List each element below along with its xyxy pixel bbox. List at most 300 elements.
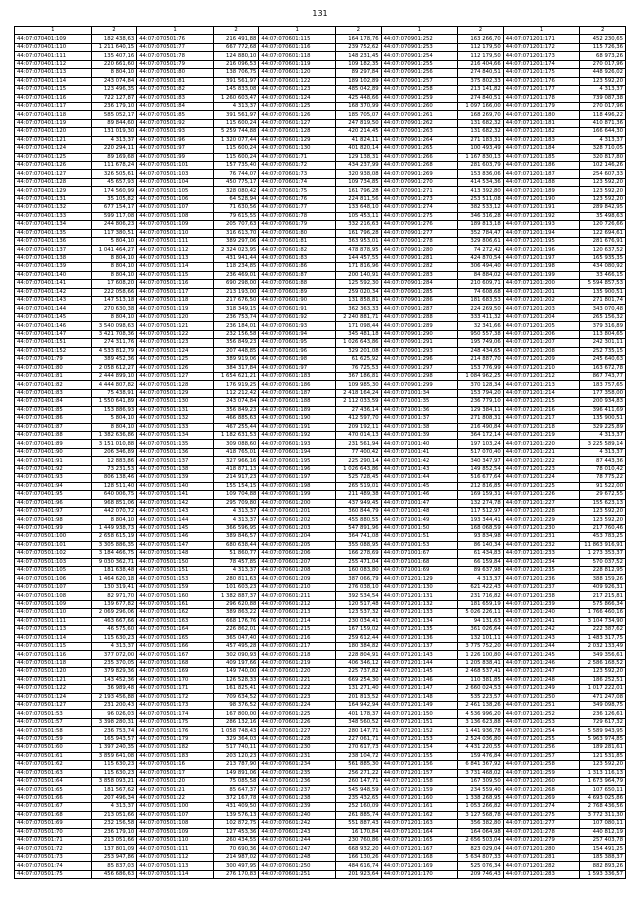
- cadastral-number-cell: 44:07:071001:46: [381, 491, 458, 499]
- cadastral-number-cell: 44:07:070501:170: [137, 676, 214, 684]
- table-row: [15, 339, 626, 347]
- cadastral-number-cell: 44:07:070501:84: [137, 102, 214, 110]
- cadastral-value-cell: 882 893,26: [580, 862, 626, 870]
- cadastral-number-cell: 44:07:071001:53: [381, 541, 458, 549]
- cadastral-number-cell: 44:07:071201:147: [381, 685, 458, 693]
- cadastral-value-cell: 85 647,37: [213, 786, 259, 794]
- cadastral-number-cell: 44:07:070401:114: [15, 77, 92, 85]
- cadastral-value-cell: 161 796,28: [336, 229, 382, 237]
- table-row: [15, 271, 626, 279]
- cadastral-value-cell: 1 058 748,43: [213, 727, 259, 735]
- cadastral-value-cell: 485 042,89: [336, 86, 382, 94]
- cadastral-value-cell: 243 074,84: [91, 77, 137, 85]
- cadastral-number-cell: 44:07:071001:37: [381, 415, 458, 423]
- cadastral-value-cell: 224 269,50: [458, 305, 504, 313]
- cadastral-number-cell: 44:07:070601:97: [259, 364, 336, 372]
- cadastral-number-cell: 44:07:070601:250: [259, 862, 336, 870]
- cadastral-number-cell: 44:07:071201:179: [503, 102, 580, 110]
- cadastral-value-cell: 174 560,99: [91, 187, 137, 195]
- cadastral-value-cell: 181 683,53: [458, 297, 504, 305]
- cadastral-number-cell: 44:07:070901:269: [381, 170, 458, 178]
- cadastral-value-cell: 107 650,11: [580, 786, 626, 794]
- cadastral-number-cell: 44:07:070501:106: [137, 195, 214, 203]
- cadastral-number-cell: 44:07:070501:121: [137, 322, 214, 330]
- cadastral-number-cell: 44:07:070501:127: [137, 372, 214, 380]
- cadastral-value-cell: 227 061,71: [336, 735, 382, 743]
- cadastral-number-cell: 44:07:070901:283: [381, 271, 458, 279]
- cadastral-value-cell: 51 860,77: [213, 550, 259, 558]
- cadastral-value-cell: 463 667,66: [91, 617, 137, 625]
- table-row: [15, 221, 626, 229]
- cadastral-number-cell: 44:07:070901:262: [381, 119, 458, 127]
- cadastral-number-cell: 44:07:071201:151: [381, 718, 458, 726]
- cadastral-value-cell: 867 743,77: [580, 372, 626, 380]
- cadastral-number-cell: 44:07:070601:80: [259, 229, 336, 237]
- cadastral-value-cell: 135 407,16: [91, 52, 137, 60]
- cadastral-number-cell: 44:07:071201:174: [503, 60, 580, 68]
- cadastral-value-cell: 64 528,94: [213, 195, 259, 203]
- cadastral-value-cell: 3 775 752,20: [458, 642, 504, 650]
- cadastral-value-cell: 431 941,44: [213, 254, 259, 262]
- table-row: [15, 372, 626, 380]
- cadastral-value-cell: 245 640,63: [580, 356, 626, 364]
- cadastral-value-cell: 183 757,65: [580, 381, 626, 389]
- cadastral-number-cell: 44:07:070401:146: [15, 322, 92, 330]
- cadastral-value-cell: 517 740,11: [213, 744, 259, 752]
- cadastral-value-cell: 189 102,89: [336, 77, 382, 85]
- table-row: [15, 837, 626, 845]
- table-row: [15, 288, 626, 296]
- cadastral-number-cell: 44:07:070601:74: [259, 178, 336, 186]
- cadastral-number-cell: 44:07:070901:253: [381, 43, 458, 51]
- cadastral-value-cell: 346 316,28: [458, 212, 504, 220]
- cadastral-value-cell: 186 252,51: [580, 676, 626, 684]
- cadastral-number-cell: 44:07:070901:281: [381, 254, 458, 262]
- cadastral-number-cell: 44:07:070401:111: [15, 52, 92, 60]
- cadastral-number-cell: 44:07:070501:58: [15, 727, 92, 735]
- cadastral-value-cell: 414 534,36: [458, 178, 504, 186]
- table-row: [15, 35, 626, 43]
- cadastral-value-cell: 424 870,54: [458, 254, 504, 262]
- cadastral-number-cell: 44:07:070601:81: [259, 237, 336, 245]
- table-row: [15, 162, 626, 170]
- cadastral-number-cell: 44:07:071201:149: [381, 702, 458, 710]
- cadastral-value-cell: 220 294,11: [91, 145, 137, 153]
- cadastral-value-cell: 96 026,03: [91, 710, 137, 718]
- cadastral-value-cell: 271 183,31: [458, 136, 504, 144]
- cadastral-number-cell: 44:07:071201:229: [503, 516, 580, 524]
- cadastral-number-cell: 44:07:071201:209: [503, 356, 580, 364]
- cadastral-number-cell: 44:07:070401:120: [15, 128, 92, 136]
- cadastral-value-cell: 379 829,36: [91, 668, 137, 676]
- table-row: [15, 541, 626, 549]
- cadastral-value-cell: 364 172,14: [458, 432, 504, 440]
- cadastral-number-cell: 44:07:071201:278: [503, 828, 580, 836]
- cadastral-number-cell: 44:07:070501:93: [137, 128, 214, 136]
- cadastral-value-cell: 203 120,23: [213, 752, 259, 760]
- table-row: [15, 280, 626, 288]
- cadastral-number-cell: 44:07:070401:124: [15, 145, 92, 153]
- table-row: [15, 567, 626, 575]
- cadastral-value-cell: 145 833,08: [213, 86, 259, 94]
- cadastral-value-cell: 230 034,41: [336, 617, 382, 625]
- cadastral-value-cell: 131 271,40: [336, 685, 382, 693]
- cadastral-value-cell: 668 176,76: [213, 617, 259, 625]
- cadastral-value-cell: 135 900,51: [580, 288, 626, 296]
- cadastral-value-cell: 5 259 744,88: [213, 128, 259, 136]
- cadastral-value-cell: 207 496,34: [91, 794, 137, 802]
- table-row: [15, 710, 626, 718]
- cadastral-value-cell: 2 193 456,88: [91, 693, 137, 701]
- cadastral-value-cell: 167 800,00: [213, 710, 259, 718]
- cadastral-value-cell: 213 787,90: [213, 761, 259, 769]
- table-row: [15, 769, 626, 777]
- cadastral-number-cell: 44:07:070901:284: [381, 280, 458, 288]
- cadastral-number-cell: 44:07:070601:227: [259, 727, 336, 735]
- cadastral-number-cell: 44:07:070401:119: [15, 119, 92, 127]
- cadastral-number-cell: 44:07:070901:268: [381, 162, 458, 170]
- cadastral-value-cell: 382 533,12: [458, 204, 504, 212]
- cadastral-value-cell: 260 147,71: [336, 777, 382, 785]
- cadastral-value-cell: 379 316,89: [580, 322, 626, 330]
- cadastral-value-cell: 180 384,82: [336, 642, 382, 650]
- cadastral-number-cell: 44:07:070601:195: [259, 457, 336, 465]
- cadastral-value-cell: 209 746,43: [458, 870, 504, 878]
- cadastral-value-cell: 3 421 708,36: [91, 330, 137, 338]
- table-row: [15, 187, 626, 195]
- table-row: [15, 457, 626, 465]
- cadastral-value-cell: 123 496,35: [91, 86, 137, 94]
- cadastral-number-cell: 44:07:071201:194: [503, 229, 580, 237]
- cadastral-number-cell: 44:07:071201:233: [503, 550, 580, 558]
- column-header-number: 1: [503, 27, 580, 35]
- cadastral-value-cell: 372 167,78: [213, 794, 259, 802]
- cadastral-number-cell: 44:07:070401:99: [15, 524, 92, 532]
- cadastral-value-cell: 123 592,20: [580, 668, 626, 676]
- cadastral-value-cell: 366 596,95: [213, 524, 259, 532]
- cadastral-number-cell: 44:07:070601:213: [259, 609, 336, 617]
- cadastral-number-cell: 44:07:071201:256: [503, 744, 580, 752]
- cadastral-number-cell: 44:07:071201:146: [381, 676, 458, 684]
- cadastral-number-cell: 44:07:070601:217: [259, 642, 336, 650]
- cadastral-number-cell: 44:07:070401:141: [15, 280, 92, 288]
- cadastral-number-cell: 44:07:071201:280: [503, 845, 580, 853]
- cadastral-number-cell: 44:07:070601:183: [259, 372, 336, 380]
- cadastral-number-cell: 44:07:071201:279: [503, 837, 580, 845]
- cadastral-value-cell: 389 863,22: [213, 609, 259, 617]
- cadastral-value-cell: 4 313,37: [213, 102, 259, 110]
- cadastral-number-cell: 44:07:071201:163: [381, 820, 458, 828]
- cadastral-value-cell: 452 230,65: [580, 35, 626, 43]
- cadastral-number-cell: 44:07:070601:193: [259, 440, 336, 448]
- cadastral-number-cell: 44:07:071201:228: [503, 507, 580, 515]
- cadastral-value-cell: 4 313,37: [580, 432, 626, 440]
- cadastral-number-cell: 44:07:070401:110: [15, 43, 92, 51]
- cadastral-value-cell: 8 804,10: [91, 263, 137, 271]
- cadastral-value-cell: 231 200,43: [91, 702, 137, 710]
- cadastral-value-cell: 167 309,50: [458, 777, 504, 785]
- cadastral-number-cell: 44:07:071201:202: [503, 297, 580, 305]
- table-row: [15, 600, 626, 608]
- cadastral-number-cell: 44:07:070401:152: [15, 347, 92, 355]
- cadastral-value-cell: 2 418 164,24: [336, 389, 382, 397]
- cadastral-value-cell: 1 320 077,44: [213, 136, 259, 144]
- cadastral-value-cell: 1 167 830,13: [458, 153, 504, 161]
- cadastral-value-cell: 4 431 220,55: [458, 744, 504, 752]
- cadastral-value-cell: 668 932,20: [336, 845, 382, 853]
- cadastral-value-cell: 276 170,83: [213, 870, 259, 878]
- cadastral-value-cell: 231 716,82: [458, 592, 504, 600]
- cadastral-number-cell: 44:07:070601:251: [259, 870, 336, 878]
- cadastral-number-cell: 44:07:070501:16: [137, 761, 214, 769]
- cadastral-number-cell: 44:07:071201:225: [503, 482, 580, 490]
- cadastral-value-cell: 729 617,32: [580, 718, 626, 726]
- cadastral-number-cell: 44:07:070501:161: [137, 600, 214, 608]
- cadastral-number-cell: 44:07:070901:298: [381, 372, 458, 380]
- cadastral-number-cell: 44:07:070401:127: [15, 170, 92, 178]
- cadastral-value-cell: 3 104 734,90: [580, 617, 626, 625]
- cadastral-number-cell: 44:07:070401:87: [15, 423, 92, 431]
- cadastral-value-cell: 2 468 537,41: [458, 668, 504, 676]
- cadastral-number-cell: 44:07:070501:96: [137, 136, 214, 144]
- cadastral-number-cell: 44:07:070601:239: [259, 803, 336, 811]
- cadastral-number-cell: 44:07:071201:171: [503, 35, 580, 43]
- cadastral-number-cell: 44:07:070601:215: [259, 626, 336, 634]
- cadastral-number-cell: 44:07:071201:257: [503, 752, 580, 760]
- cadastral-value-cell: 1 260 603,47: [213, 94, 259, 102]
- cadastral-number-cell: 44:07:070601:127: [259, 119, 336, 127]
- table-row: [15, 862, 626, 870]
- cadastral-number-cell: 44:07:070901:275: [381, 212, 458, 220]
- cadastral-value-cell: 213 051,66: [91, 837, 137, 845]
- cadastral-number-cell: 44:07:070501:69: [15, 820, 92, 828]
- cadastral-number-cell: 44:07:070501:174: [137, 710, 214, 718]
- cadastral-number-cell: 44:07:070501:21: [137, 786, 214, 794]
- cadastral-number-cell: 44:07:070901:266: [381, 153, 458, 161]
- cadastral-number-cell: 44:07:070501:117: [137, 288, 214, 296]
- cadastral-value-cell: 82 971,70: [91, 592, 137, 600]
- cadastral-number-cell: 44:07:070601:96: [259, 347, 336, 355]
- cadastral-value-cell: 216 490,84: [458, 423, 504, 431]
- cadastral-value-cell: 32 341,66: [458, 322, 504, 330]
- cadastral-value-cell: 409 197,66: [213, 659, 259, 667]
- cadastral-value-cell: 4 693 025,86: [580, 794, 626, 802]
- cadastral-value-cell: 89 169,68: [91, 153, 137, 161]
- cadastral-number-cell: 44:07:070501:111: [137, 845, 214, 853]
- cadastral-number-cell: 44:07:071201:216: [503, 406, 580, 414]
- cadastral-value-cell: 123 592,20: [580, 195, 626, 203]
- cadastral-value-cell: 470 014,13: [336, 432, 382, 440]
- cadastral-value-cell: 281 603,79: [458, 162, 504, 170]
- page-number: 131: [312, 9, 328, 18]
- table-row: [15, 111, 626, 119]
- table-row: [15, 178, 626, 186]
- cadastral-value-cell: 599 117,08: [91, 212, 137, 220]
- cadastral-number-cell: 44:07:070601:130: [259, 145, 336, 153]
- cadastral-value-cell: 1 273 353,37: [580, 550, 626, 558]
- cadastral-number-cell: 44:07:070401:116: [15, 94, 92, 102]
- cadastral-value-cell: 117 380,51: [91, 229, 137, 237]
- cadastral-value-cell: 123 592,20: [580, 77, 626, 85]
- cadastral-number-cell: 44:07:070401:126: [15, 162, 92, 170]
- table-row: [15, 60, 626, 68]
- table-row: [15, 828, 626, 836]
- cadastral-value-cell: 327 966,16: [213, 457, 259, 465]
- cadastral-number-cell: 44:07:070501:101: [15, 541, 92, 549]
- cadastral-number-cell: 44:07:071201:222: [503, 457, 580, 465]
- cadastral-number-cell: 44:07:070401:91: [15, 457, 92, 465]
- cadastral-value-cell: 78 457,85: [213, 558, 259, 566]
- cadastral-number-cell: 44:07:071201:193: [503, 221, 580, 229]
- cadastral-value-cell: 111 678,24: [91, 162, 137, 170]
- cadastral-number-cell: 44:07:071201:145: [381, 668, 458, 676]
- table-row: [15, 145, 626, 153]
- cadastral-number-cell: 44:07:070601:200: [259, 499, 336, 507]
- cadastral-number-cell: 44:07:070901:291: [381, 339, 458, 347]
- cadastral-value-cell: 356 849,23: [213, 339, 259, 347]
- cadastral-number-cell: 44:07:070601:79: [259, 221, 336, 229]
- cadastral-number-cell: 44:07:071201:245: [503, 651, 580, 659]
- cadastral-number-cell: 44:07:071201:133: [381, 609, 458, 617]
- cadastral-number-cell: 44:07:071201:205: [503, 322, 580, 330]
- cadastral-number-cell: 44:07:070601:77: [259, 204, 336, 212]
- cadastral-number-cell: 44:07:071201:183: [503, 136, 580, 144]
- table-row: [15, 853, 626, 861]
- cadastral-value-cell: 157 735,40: [213, 162, 259, 170]
- cadastral-number-cell: 44:07:070501:111: [137, 237, 214, 245]
- cadastral-number-cell: 44:07:070501:169: [137, 668, 214, 676]
- cadastral-value-cell: 17 608,20: [91, 280, 137, 288]
- cadastral-value-cell: 169 159,31: [458, 491, 504, 499]
- cadastral-number-cell: 44:07:070601:199: [259, 491, 336, 499]
- cadastral-value-cell: 389 919,06: [213, 356, 259, 364]
- cadastral-value-cell: 4 313,37: [580, 86, 626, 94]
- cadastral-value-cell: 274 840,51: [458, 94, 504, 102]
- cadastral-number-cell: 44:07:070901:270: [381, 178, 458, 186]
- cadastral-number-cell: 44:07:070501:103: [137, 170, 214, 178]
- cadastral-value-cell: 129 138,31: [336, 153, 382, 161]
- cadastral-value-cell: 261 885,74: [336, 811, 382, 819]
- cadastral-value-cell: 1 053 266,82: [458, 803, 504, 811]
- cadastral-number-cell: 44:07:071201:230: [503, 524, 580, 532]
- cadastral-number-cell: 44:07:071201:153: [381, 735, 458, 743]
- cadastral-number-cell: 44:07:071001:36: [381, 406, 458, 414]
- cadastral-value-cell: 6 841 367,92: [458, 761, 504, 769]
- cadastral-value-cell: 76 744,07: [213, 170, 259, 178]
- cadastral-value-cell: 236 179,10: [91, 102, 137, 110]
- cadastral-value-cell: 236 184,01: [213, 322, 259, 330]
- cadastral-value-cell: 276 038,10: [336, 583, 382, 591]
- cadastral-number-cell: 44:07:070501:134: [137, 432, 214, 440]
- cadastral-value-cell: 271 801,74: [580, 297, 626, 305]
- cadastral-value-cell: 4 313,37: [91, 136, 137, 144]
- cadastral-value-cell: 123 537,32: [336, 609, 382, 617]
- cadastral-value-cell: 78 010,42: [580, 465, 626, 473]
- cadastral-number-cell: 44:07:070501:115: [15, 642, 92, 650]
- cadastral-value-cell: 115 600,24: [213, 119, 259, 127]
- cadastral-value-cell: 87 443,36: [580, 457, 626, 465]
- cadastral-number-cell: 44:07:070401:131: [15, 195, 92, 203]
- cadastral-number-cell: 44:07:070501:130: [137, 398, 214, 406]
- cadastral-value-cell: 236 753,74: [91, 727, 137, 735]
- cadastral-value-cell: 418 871,13: [213, 465, 259, 473]
- cadastral-value-cell: 2 660 024,53: [458, 685, 504, 693]
- cadastral-number-cell: 44:07:071201:195: [503, 237, 580, 245]
- cadastral-number-cell: 44:07:071201:255: [503, 735, 580, 743]
- cadastral-value-cell: 120 637,52: [580, 246, 626, 254]
- cadastral-number-cell: 44:07:071001:41: [381, 448, 458, 456]
- cadastral-value-cell: 155 623,13: [580, 499, 626, 507]
- cadastral-number-cell: 44:07:070501:137: [137, 457, 214, 465]
- cadastral-value-cell: 329 364,03: [213, 735, 259, 743]
- cadastral-number-cell: 44:07:070601:231: [259, 752, 336, 760]
- cadastral-value-cell: 437 949,45: [336, 499, 382, 507]
- cadastral-value-cell: 2 324 023,95: [213, 246, 259, 254]
- cadastral-number-cell: 44:07:070601:222: [259, 685, 336, 693]
- cadastral-number-cell: 44:07:070401:138: [15, 254, 92, 262]
- cadastral-number-cell: 44:07:070501:78: [137, 52, 214, 60]
- cadastral-number-cell: 44:07:070501:124: [137, 347, 214, 355]
- cadastral-number-cell: 44:07:070401:142: [15, 288, 92, 296]
- cadastral-value-cell: 115 630,23: [91, 634, 137, 642]
- cadastral-value-cell: 296 620,88: [213, 600, 259, 608]
- cadastral-number-cell: 44:07:070501:120: [137, 313, 214, 321]
- cadastral-number-cell: 44:07:071201:244: [503, 642, 580, 650]
- cadastral-value-cell: 389 297,06: [213, 237, 259, 245]
- cadastral-value-cell: 3 859 641,08: [91, 752, 137, 760]
- cadastral-value-cell: 2 058 612,27: [91, 364, 137, 372]
- cadastral-number-cell: 44:07:070601:226: [259, 718, 336, 726]
- cadastral-value-cell: 132 101,11: [458, 634, 504, 642]
- cadastral-value-cell: 396 411,69: [580, 406, 626, 414]
- cadastral-number-cell: 44:07:071001:39: [381, 432, 458, 440]
- cadastral-value-cell: 340 347,97: [458, 457, 504, 465]
- cadastral-value-cell: 434 237,99: [336, 162, 382, 170]
- cadastral-number-cell: 44:07:070501:183: [137, 752, 214, 760]
- cadastral-value-cell: 525 076,34: [458, 862, 504, 870]
- cadastral-value-cell: 680 638,44: [213, 541, 259, 549]
- cadastral-value-cell: 1 654 621,21: [213, 372, 259, 380]
- cadastral-number-cell: 44:07:071201:200: [503, 280, 580, 288]
- cadastral-value-cell: 345 481,18: [336, 330, 382, 338]
- cadastral-value-cell: 410 871,36: [580, 119, 626, 127]
- cadastral-value-cell: 2 524 036,80: [458, 735, 504, 743]
- cadastral-number-cell: 44:07:070401:139: [15, 263, 92, 271]
- cadastral-value-cell: 739 087,38: [580, 94, 626, 102]
- cadastral-number-cell: 44:07:070501:123: [137, 339, 214, 347]
- table-row: [15, 313, 626, 321]
- cadastral-number-cell: 44:07:070601:230: [259, 744, 336, 752]
- cadastral-number-cell: 44:07:070501:146: [137, 533, 214, 541]
- table-row: [15, 676, 626, 684]
- cadastral-number-cell: 44:07:071201:259: [503, 769, 580, 777]
- cadastral-number-cell: 44:07:070601:88: [259, 280, 336, 288]
- cadastral-number-cell: 44:07:070601:220: [259, 668, 336, 676]
- cadastral-number-cell: 44:07:071201:152: [381, 727, 458, 735]
- cadastral-value-cell: 161 796,28: [336, 187, 382, 195]
- table-row: [15, 43, 626, 51]
- cadastral-value-cell: 232 156,58: [91, 820, 137, 828]
- cadastral-number-cell: 44:07:071201:258: [503, 761, 580, 769]
- cadastral-number-cell: 44:07:070401:95: [15, 491, 92, 499]
- cadastral-value-cell: 16 170,84: [336, 828, 382, 836]
- cadastral-value-cell: 149 891,06: [213, 769, 259, 777]
- cadastral-value-cell: 1 026 643,86: [336, 465, 382, 473]
- cadastral-value-cell: 450 775,17: [213, 178, 259, 186]
- cadastral-number-cell: 44:07:071001:49: [381, 516, 458, 524]
- cadastral-value-cell: 225 290,14: [336, 457, 382, 465]
- cadastral-number-cell: 44:07:070501:167: [137, 651, 214, 659]
